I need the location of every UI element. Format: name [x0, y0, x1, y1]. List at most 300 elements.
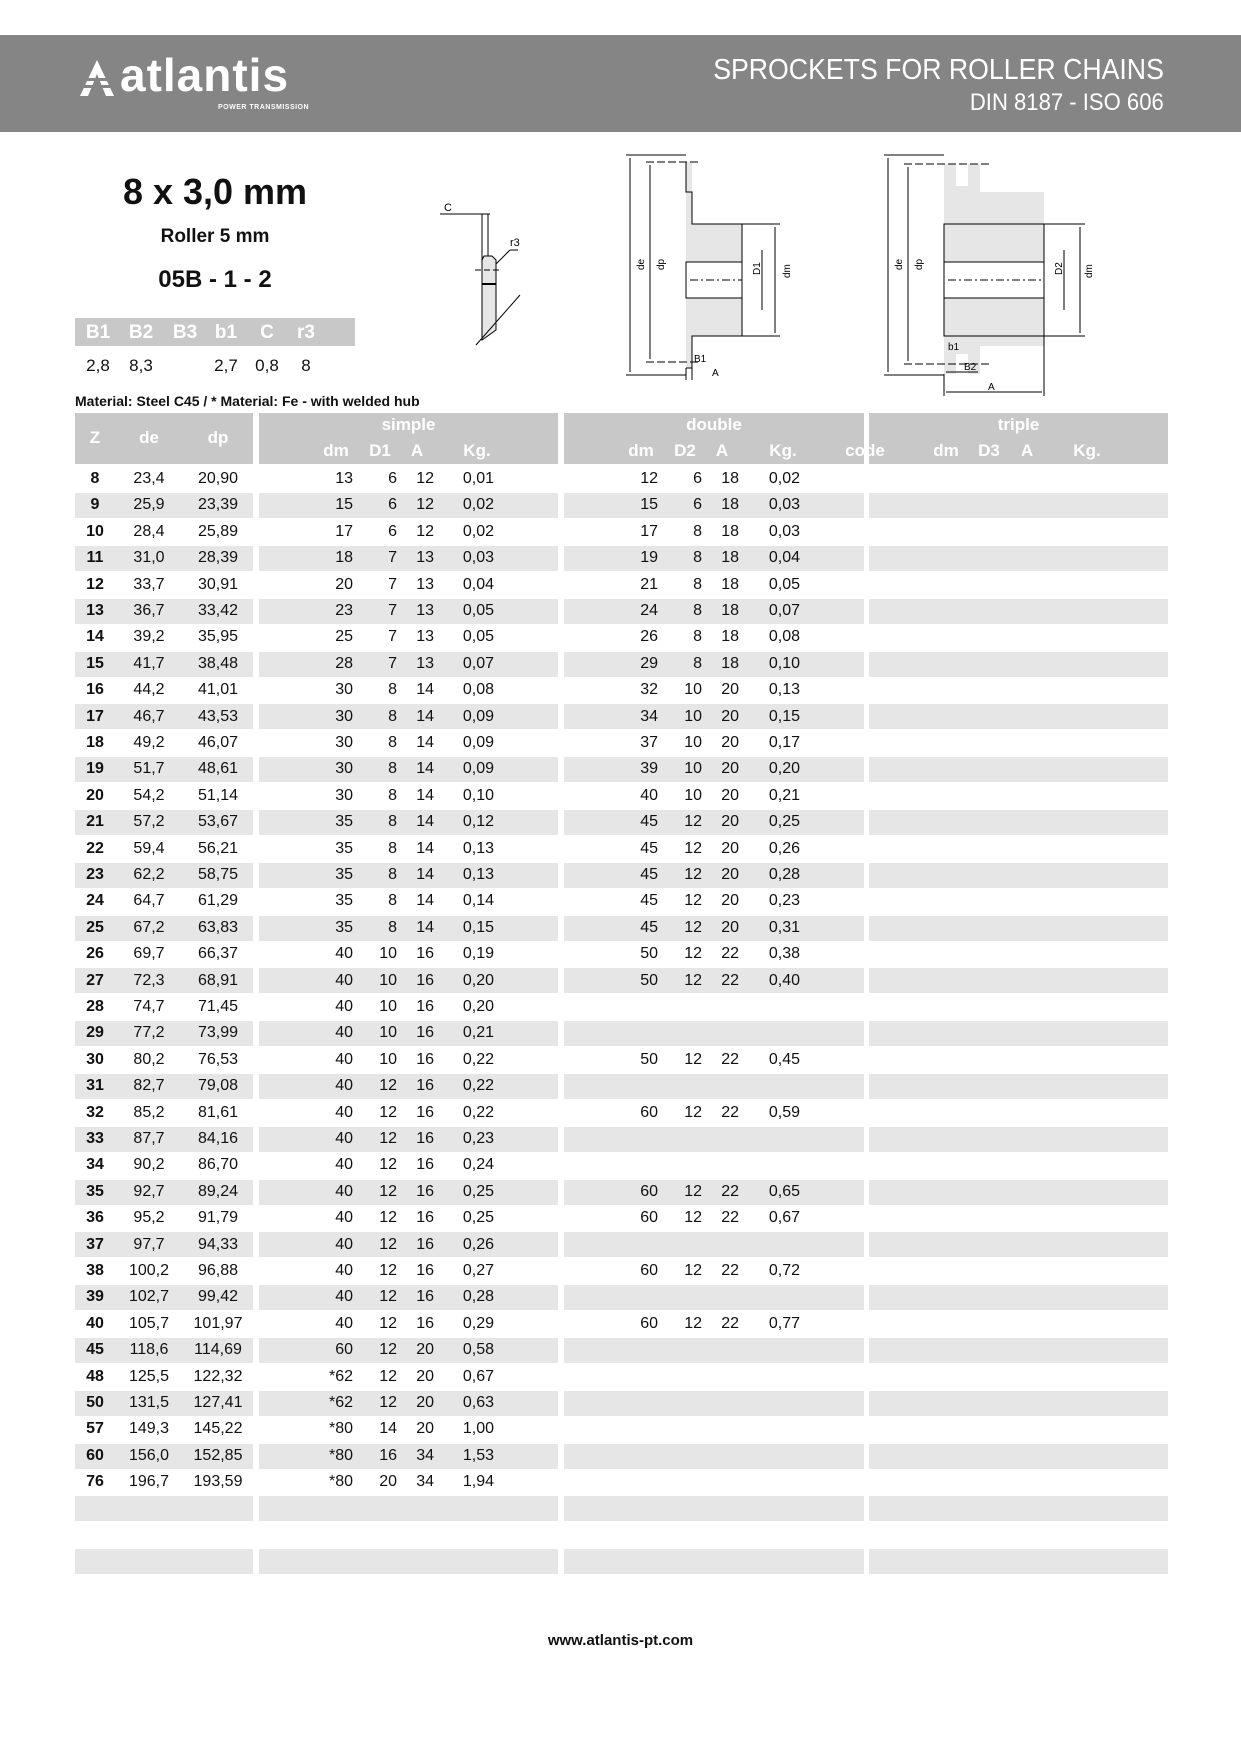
table-cell: 22	[721, 1314, 739, 1332]
label-dm: dm	[782, 264, 793, 278]
table-cell: 30	[335, 707, 353, 725]
table-cell: 20	[721, 918, 739, 936]
table-cell: 30	[335, 760, 353, 778]
table-cell: 20	[379, 1473, 397, 1491]
table-cell: 12	[379, 1288, 397, 1306]
column-header-z: Z	[89, 428, 101, 447]
column-header: Kg.	[1073, 441, 1101, 460]
table-cell: 12	[416, 496, 434, 514]
dimension-header	[75, 318, 355, 346]
table-cell: 10	[379, 971, 397, 989]
table-cell: 0,04	[768, 549, 800, 567]
table-cell: 29	[86, 1024, 104, 1042]
table-cell: 32	[640, 681, 658, 699]
table-cell: 6	[693, 496, 702, 514]
table-cell: 20	[335, 575, 353, 593]
table-cell: 13	[416, 549, 434, 567]
table-cell: 10	[684, 786, 702, 804]
table-cell: 14	[416, 786, 434, 804]
row-stripe	[869, 916, 1168, 941]
table-cell: 54,2	[133, 786, 165, 804]
table-cell: 0,40	[768, 971, 800, 989]
table-cell: 99,42	[197, 1288, 239, 1306]
dimension-header-cell: b1	[214, 322, 238, 343]
table-cell: 51,7	[133, 760, 165, 778]
table-cell: 12	[379, 1130, 397, 1147]
column-header: D2	[674, 441, 696, 460]
table-cell: 10	[684, 760, 702, 778]
table-cell: 17	[335, 522, 353, 540]
table-cell: 14	[416, 813, 434, 831]
table-cell: 12	[379, 1156, 397, 1174]
table-cell: 18	[721, 602, 739, 619]
table-cell: 20	[721, 707, 739, 725]
table-cell: 0,05	[768, 575, 800, 593]
table-cell: *80	[328, 1446, 353, 1464]
table-cell: 16	[416, 1314, 434, 1332]
table-cell: 37	[86, 1235, 104, 1253]
table-cell: 23,39	[197, 496, 239, 514]
row-stripe	[564, 1496, 864, 1521]
column-header: A	[410, 441, 424, 460]
table-cell: 40	[335, 1314, 353, 1332]
table-cell: 23	[335, 602, 353, 619]
table-cell: 16	[416, 1288, 434, 1306]
table-cell: 57	[86, 1420, 104, 1438]
table-cell: 35	[335, 892, 353, 910]
table-cell: 40	[335, 945, 353, 963]
table-cell: 18	[721, 654, 739, 672]
table-cell: 40	[640, 786, 658, 804]
table-cell: 16	[416, 1182, 434, 1200]
table-cell: 64,7	[133, 892, 165, 910]
table-cell: 6	[388, 496, 397, 514]
table-cell: 16	[416, 1024, 434, 1042]
column-header: dm	[323, 441, 349, 460]
table-cell: 16	[416, 1103, 434, 1121]
table-cell: 36	[86, 1209, 104, 1227]
table-cell: 20	[721, 839, 739, 857]
table-cell: 0,29	[462, 1314, 494, 1332]
table-cell: 86,70	[197, 1156, 239, 1174]
table-cell: 0,31	[768, 918, 800, 936]
table-cell: *62	[328, 1394, 353, 1411]
table-cell: 81,61	[197, 1103, 239, 1121]
table-cell: 84,16	[197, 1130, 239, 1147]
table-cell: 16	[416, 998, 434, 1015]
table-cell: 17	[640, 522, 658, 540]
table-cell: 12	[684, 1103, 702, 1121]
label-dp: dp	[914, 258, 925, 270]
table-cell: 12	[684, 866, 702, 883]
table-cell: 34	[416, 1446, 434, 1464]
table-cell: 29	[640, 654, 658, 672]
table-cell: 45	[640, 813, 658, 831]
table-cell: 0,26	[462, 1235, 494, 1253]
table-cell: 8	[693, 549, 702, 567]
table-cell: 30,91	[197, 575, 239, 593]
row-stripe	[564, 1127, 864, 1152]
table-cell: 9	[90, 496, 100, 514]
table-cell: 12	[640, 470, 658, 487]
table-cell: 7	[388, 628, 397, 646]
row-stripe	[564, 1338, 864, 1363]
table-cell: 0,59	[768, 1103, 800, 1121]
table-cell: 37	[640, 734, 658, 751]
row-stripe	[869, 1232, 1168, 1257]
table-cell: 152,85	[193, 1446, 243, 1464]
table-cell: 145,22	[193, 1420, 243, 1438]
table-cell: 0,10	[768, 654, 800, 672]
table-cell: 12	[684, 1314, 702, 1332]
table-cell: 16	[416, 1077, 434, 1095]
table-cell: 10	[379, 945, 397, 963]
table-cell: 60	[640, 1209, 658, 1227]
table-cell: 40	[335, 1235, 353, 1253]
table-cell: 26	[86, 945, 104, 963]
table-cell: 68,91	[197, 971, 239, 989]
row-stripe	[259, 1496, 558, 1521]
table-cell: 39,2	[133, 628, 165, 646]
table-cell: 0,22	[462, 1050, 494, 1068]
table-cell: 31	[86, 1077, 104, 1095]
table-cell: 149,3	[128, 1420, 170, 1438]
tooth-profile-diagram	[430, 200, 540, 360]
table-cell: 20	[416, 1341, 434, 1359]
row-stripe	[869, 1127, 1168, 1152]
column-header: Kg.	[769, 441, 797, 460]
table-cell: 76,53	[197, 1050, 239, 1068]
table-cell: 40	[335, 998, 353, 1015]
table-cell: 28,39	[197, 549, 239, 567]
table-cell: 14	[416, 760, 434, 778]
table-cell: 14	[416, 839, 434, 857]
table-cell: 8	[388, 760, 397, 778]
table-cell: 13	[416, 654, 434, 672]
table-cell: 12	[684, 945, 702, 963]
row-stripe	[869, 1180, 1168, 1205]
label-r3: r3	[510, 237, 520, 249]
table-cell: 0,23	[768, 892, 800, 910]
group-title-simple: simple	[381, 415, 436, 434]
table-cell: 74,7	[133, 998, 165, 1015]
table-cell: 33	[86, 1130, 104, 1147]
table-cell: *80	[328, 1473, 353, 1491]
table-cell: 0,08	[768, 628, 800, 646]
table-cell: 22	[721, 945, 739, 963]
table-cell: 125,5	[128, 1367, 170, 1385]
label-de: de	[636, 258, 647, 270]
table-cell: 40	[335, 1077, 353, 1095]
column-header-de: de	[139, 428, 159, 447]
table-cell: 0,67	[462, 1367, 494, 1385]
table-cell: 8	[388, 892, 397, 910]
table-cell: 30	[86, 1050, 104, 1068]
table-cell: 10	[86, 522, 104, 540]
table-cell: 12	[379, 1394, 397, 1411]
chain-code: 05B - 1 - 2	[158, 266, 272, 293]
table-cell: 35	[335, 813, 353, 831]
row-stripe	[564, 1232, 864, 1257]
table-cell: 24	[640, 602, 658, 619]
logo-text: atlantis	[120, 49, 290, 101]
table-cell: 40	[335, 1262, 353, 1279]
table-cell: 6	[388, 470, 397, 487]
table-cell: 0,23	[462, 1130, 494, 1147]
table-cell: 35	[335, 866, 353, 883]
table-cell: 22	[721, 1103, 739, 1121]
table-cell: 0,10	[462, 786, 494, 804]
table-cell: 0,45	[768, 1050, 800, 1068]
dimension-header-cell: B2	[128, 322, 154, 343]
dimension-value: 8,3	[129, 356, 153, 375]
table-cell: 114,69	[194, 1341, 242, 1359]
row-stripe	[75, 1496, 253, 1521]
dimension-header-cell: C	[260, 322, 274, 343]
table-cell: 0,07	[768, 602, 800, 619]
table-cell: 0,14	[462, 892, 494, 910]
table-cell: 48	[86, 1367, 104, 1385]
table-cell: 40	[335, 971, 353, 989]
dimension-header-cell: B3	[172, 322, 198, 343]
table-cell: 11	[86, 549, 104, 567]
table-cell: 14	[416, 681, 434, 699]
table-cell: 8	[693, 575, 702, 593]
table-cell: 45	[640, 839, 658, 857]
row-stripe	[869, 493, 1168, 518]
table-cell: 8	[693, 654, 702, 672]
table-cell: 20	[416, 1394, 434, 1411]
table-cell: 8	[388, 734, 397, 751]
table-cell: 39	[640, 760, 658, 778]
table-cell: 28	[335, 654, 353, 672]
row-stripe	[869, 968, 1168, 993]
table-cell: 12	[379, 1103, 397, 1121]
table-cell: 0,17	[768, 734, 800, 751]
table-cell: 20,90	[197, 470, 239, 487]
table-cell: 12	[379, 1341, 397, 1359]
table-cell: 102,7	[128, 1288, 170, 1306]
group-title-triple: triple	[997, 415, 1040, 434]
table-cell: 14	[416, 918, 434, 936]
table-cell: 0,38	[768, 945, 800, 963]
logo-subtext: POWER TRANSMISSION	[218, 104, 310, 111]
table-cell: 60	[640, 1182, 658, 1200]
website-link[interactable]: www.atlantis-pt.com	[547, 1632, 694, 1649]
table-cell: 45	[640, 892, 658, 910]
table-cell: 48,61	[197, 760, 239, 778]
table-cell: 14	[416, 734, 434, 751]
row-stripe	[869, 546, 1168, 571]
row-stripe	[564, 1444, 864, 1469]
table-cell: 0,13	[462, 866, 494, 883]
row-stripe	[869, 1021, 1168, 1046]
row-stripe	[869, 1285, 1168, 1310]
table-cell: 34	[640, 707, 658, 725]
table-cell: 12	[684, 813, 702, 831]
table-cell: 18	[721, 470, 739, 487]
table-cell: 94,33	[197, 1235, 239, 1253]
table-cell: 20	[721, 813, 739, 831]
label-c: C	[444, 202, 452, 214]
table-cell: 43,53	[197, 707, 239, 725]
table-cell: 69,7	[133, 945, 165, 963]
table-cell: 0,02	[768, 470, 800, 487]
table-cell: 45	[640, 918, 658, 936]
table-cell: 0,28	[768, 866, 800, 883]
table-cell: 63,83	[197, 918, 239, 936]
table-cell: 15	[640, 496, 658, 514]
table-cell: 18	[721, 628, 739, 646]
table-cell: 36,7	[133, 602, 165, 619]
table-cell: 12	[416, 470, 434, 487]
table-cell: 25,9	[133, 496, 165, 514]
table-cell: 13	[86, 602, 104, 619]
table-cell: 20	[721, 786, 739, 804]
table-cell: 0,01	[462, 470, 494, 487]
table-cell: 82,7	[133, 1077, 165, 1095]
table-cell: 8	[388, 813, 397, 831]
table-cell: 7	[388, 602, 397, 619]
table-cell: 12	[684, 918, 702, 936]
table-cell: 156,0	[128, 1446, 170, 1464]
table-cell: 67,2	[133, 918, 165, 936]
table-cell: 40	[335, 1050, 353, 1068]
page-title: SPROCKETS FOR ROLLER CHAINS	[713, 54, 1164, 86]
row-stripe	[564, 1391, 864, 1416]
table-cell: 0,15	[768, 707, 800, 725]
dimension-header-cell: B1	[85, 322, 111, 343]
table-cell: 0,28	[462, 1288, 494, 1306]
table-cell: 17	[86, 707, 104, 725]
table-cell: 0,03	[768, 522, 800, 540]
table-cell: 0,24	[462, 1156, 494, 1174]
table-cell: 18	[721, 575, 739, 593]
column-header: dm	[933, 441, 959, 460]
table-cell: 8	[388, 707, 397, 725]
row-stripe	[564, 1074, 864, 1099]
table-cell: 13	[335, 470, 353, 487]
table-cell: 61,29	[197, 892, 239, 910]
table-cell: 60	[640, 1103, 658, 1121]
table-cell: 10	[684, 734, 702, 751]
label-b1: b1	[948, 342, 960, 353]
table-cell: 0,27	[462, 1262, 494, 1279]
table-cell: 12	[684, 1262, 702, 1279]
table-cell: 196,7	[128, 1473, 170, 1491]
table-cell: 32	[86, 1103, 104, 1121]
label-b1: B1	[694, 354, 707, 365]
table-cell: 16	[416, 1130, 434, 1147]
dimension-header-cell: r3	[297, 322, 315, 343]
label-dm: dm	[1084, 264, 1095, 278]
table-cell: 12	[379, 1182, 397, 1200]
table-cell: 8	[693, 628, 702, 646]
table-cell: 13	[416, 575, 434, 593]
table-cell: 10	[684, 707, 702, 725]
table-cell: 14	[416, 707, 434, 725]
table-cell: 16	[416, 1050, 434, 1068]
row-stripe	[869, 757, 1168, 782]
label-dp: dp	[656, 258, 667, 270]
table-cell: 8	[388, 681, 397, 699]
table-cell: 97,7	[133, 1235, 165, 1253]
table-cell: 20	[721, 681, 739, 699]
table-cell: 12	[684, 1050, 702, 1068]
table-cell: 50	[640, 945, 658, 963]
table-cell: 7	[388, 549, 397, 567]
table-cell: 34	[416, 1473, 434, 1491]
table-cell: 50	[86, 1394, 104, 1411]
table-cell: 0,03	[768, 496, 800, 514]
table-cell: 24	[86, 892, 104, 910]
dimension-value: 2,8	[86, 356, 110, 375]
table-cell: 1,53	[462, 1446, 494, 1464]
table-cell: 12	[379, 1235, 397, 1253]
table-cell: 18	[721, 549, 739, 567]
table-cell: 12	[379, 1367, 397, 1385]
label-d1: D1	[752, 262, 763, 275]
table-cell: 16	[416, 971, 434, 989]
table-cell: 7	[388, 575, 397, 593]
table-cell: 50	[640, 971, 658, 989]
column-header-code: code	[845, 441, 885, 460]
table-cell: 51,14	[197, 786, 239, 804]
table-cell: 0,26	[768, 839, 800, 857]
table-cell: 8	[693, 602, 702, 619]
table-cell: 20	[416, 1420, 434, 1438]
table-cell: 0,20	[462, 998, 494, 1015]
table-cell: 1,94	[462, 1473, 494, 1491]
chain-size: 8 x 3,0 mm	[122, 171, 308, 212]
row-stripe	[869, 1496, 1168, 1521]
table-cell: 33,7	[133, 575, 165, 593]
table-cell: 76	[86, 1473, 104, 1491]
table-cell: 16	[416, 1262, 434, 1279]
column-header: Kg.	[463, 441, 491, 460]
simple-sprocket-diagram	[620, 150, 810, 380]
table-cell: 8	[693, 522, 702, 540]
table-cell: 20	[721, 760, 739, 778]
table-cell: 0,21	[768, 786, 800, 804]
table-cell: 12	[86, 575, 104, 593]
table-cell: 16	[86, 681, 104, 699]
table-cell: 79,08	[197, 1077, 239, 1095]
table-cell: 40	[335, 1024, 353, 1042]
table-cell: 72,3	[133, 971, 165, 989]
table-cell: 25	[86, 918, 104, 936]
column-header: D1	[369, 441, 391, 460]
table-cell: 15	[335, 496, 353, 514]
table-cell: 60	[640, 1314, 658, 1332]
table-cell: 0,02	[462, 522, 494, 540]
table-cell: 30	[335, 681, 353, 699]
table-cell: 20	[721, 866, 739, 883]
table-cell: 31,0	[133, 549, 165, 567]
table-cell: 0,03	[462, 549, 494, 567]
table-cell: 45	[86, 1341, 104, 1359]
table-cell: 0,13	[462, 839, 494, 857]
table-cell: 22	[721, 1182, 739, 1200]
table-cell: 0,63	[462, 1394, 494, 1411]
table-cell: 40	[335, 1156, 353, 1174]
table-cell: 12	[379, 1077, 397, 1095]
table-cell: 40	[335, 1288, 353, 1306]
table-cell: 12	[684, 971, 702, 989]
table-cell: 89,24	[197, 1182, 239, 1200]
table-cell: 8	[388, 918, 397, 936]
table-cell: 16	[416, 1156, 434, 1174]
